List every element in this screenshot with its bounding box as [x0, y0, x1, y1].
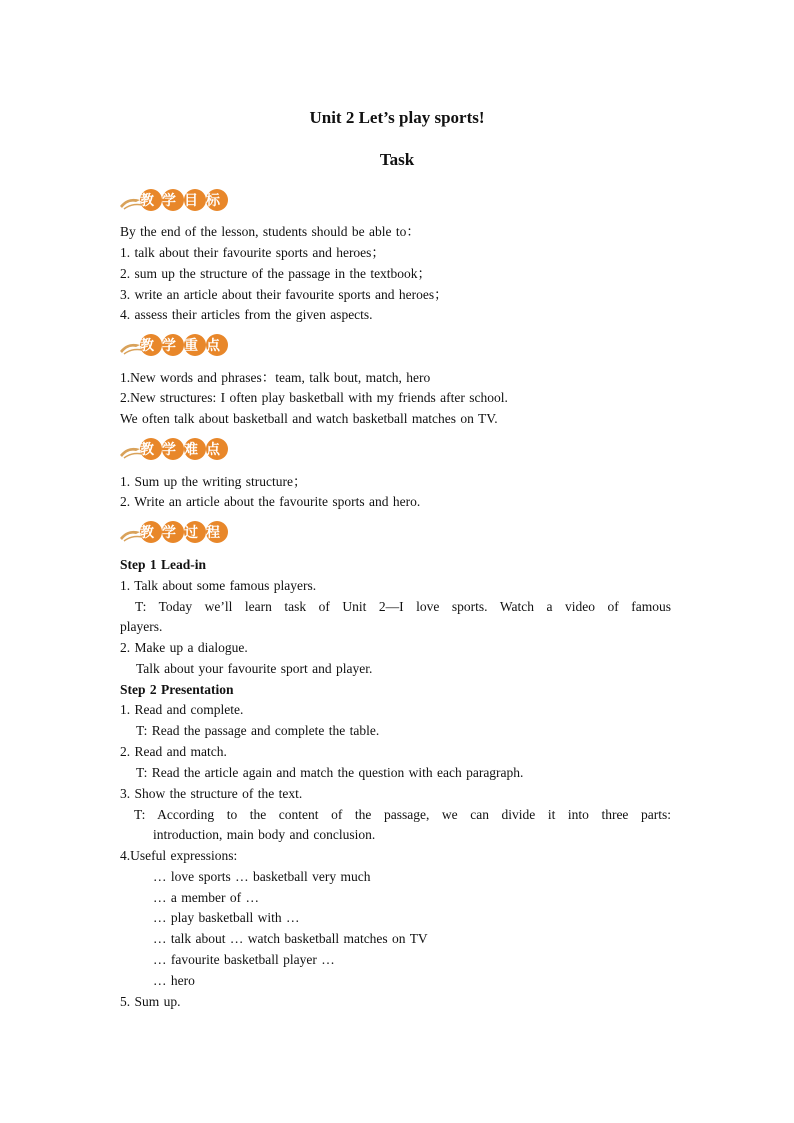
objective-item: 4. assess their articles from the given aspects.: [120, 307, 373, 322]
step1-line: Talk about your favourite sport and player.: [136, 661, 373, 676]
expression-item: … favourite basketball player …: [153, 952, 335, 967]
key-point-item: We often talk about basketball and watch basketball matches on TV.: [120, 411, 498, 426]
page-title: Unit 2 Let’s play sports!: [309, 108, 485, 127]
difficulty-item: 1. Sum up the writing structure；: [120, 474, 307, 489]
section-banner-process: [118, 520, 228, 546]
step2-line: 3. Show the structure of the text.: [120, 786, 303, 801]
banner-label: 教学难点: [140, 442, 228, 458]
banner-label: 教学重点: [140, 338, 228, 354]
step2-heading: Step 2 Presentation: [120, 682, 234, 697]
step1-heading: Step 1 Lead-in: [120, 557, 207, 572]
step2-line: 4.Useful expressions:: [120, 848, 238, 863]
banner-label: 教学目标: [140, 193, 228, 209]
expression-item: … a member of …: [153, 890, 259, 905]
step2-line: T: According to the content of the passage, we can divide it into three parts:: [134, 807, 671, 822]
step1-line: 1. Talk about some famous players.: [120, 578, 317, 593]
objective-item: 2. sum up the structure of the passage in the textbook；: [120, 266, 432, 281]
step2-line: introduction, main body and conclusion.: [153, 827, 376, 842]
step2-line: T: Read the article again and match the question with each paragraph.: [136, 765, 524, 780]
key-point-item: 1.New words and phrases：team, talk bout, match, hero: [120, 370, 431, 385]
step2-line: T: Read the passage and complete the table.: [136, 723, 380, 738]
section-banner-objectives: [118, 188, 228, 214]
expression-item: … talk about … watch basketball matches on TV: [153, 931, 428, 946]
step2-line: 5. Sum up.: [120, 994, 181, 1009]
expression-item: … play basketball with …: [153, 910, 300, 925]
objectives-intro: By the end of the lesson, students should be able to：: [120, 224, 420, 239]
step1-line: 2. Make up a dialogue.: [120, 640, 248, 655]
step2-line: 1. Read and complete.: [120, 702, 244, 717]
step1-line: players.: [120, 619, 163, 634]
objective-item: 3. write an article about their favourite sports and heroes；: [120, 287, 448, 302]
objective-item: 1. talk about their favourite sports and heroes；: [120, 245, 385, 260]
difficulty-item: 2. Write an article about the favourite sports and hero.: [120, 494, 421, 509]
section-banner-key-points: [118, 333, 228, 359]
expression-item: … love sports … basketball very much: [153, 869, 371, 884]
key-point-item: 2.New structures: I often play basketball with my friends after school.: [120, 390, 508, 405]
step2-line: 2. Read and match.: [120, 744, 227, 759]
section-banner-difficulties: [118, 437, 228, 463]
page-subtitle: Task: [379, 150, 415, 169]
banner-label: 教学过程: [140, 525, 228, 541]
expression-item: … hero: [153, 973, 195, 988]
step1-line: T: Today we’ll learn task of Unit 2—I love sports. Watch a video of famous: [135, 599, 671, 614]
